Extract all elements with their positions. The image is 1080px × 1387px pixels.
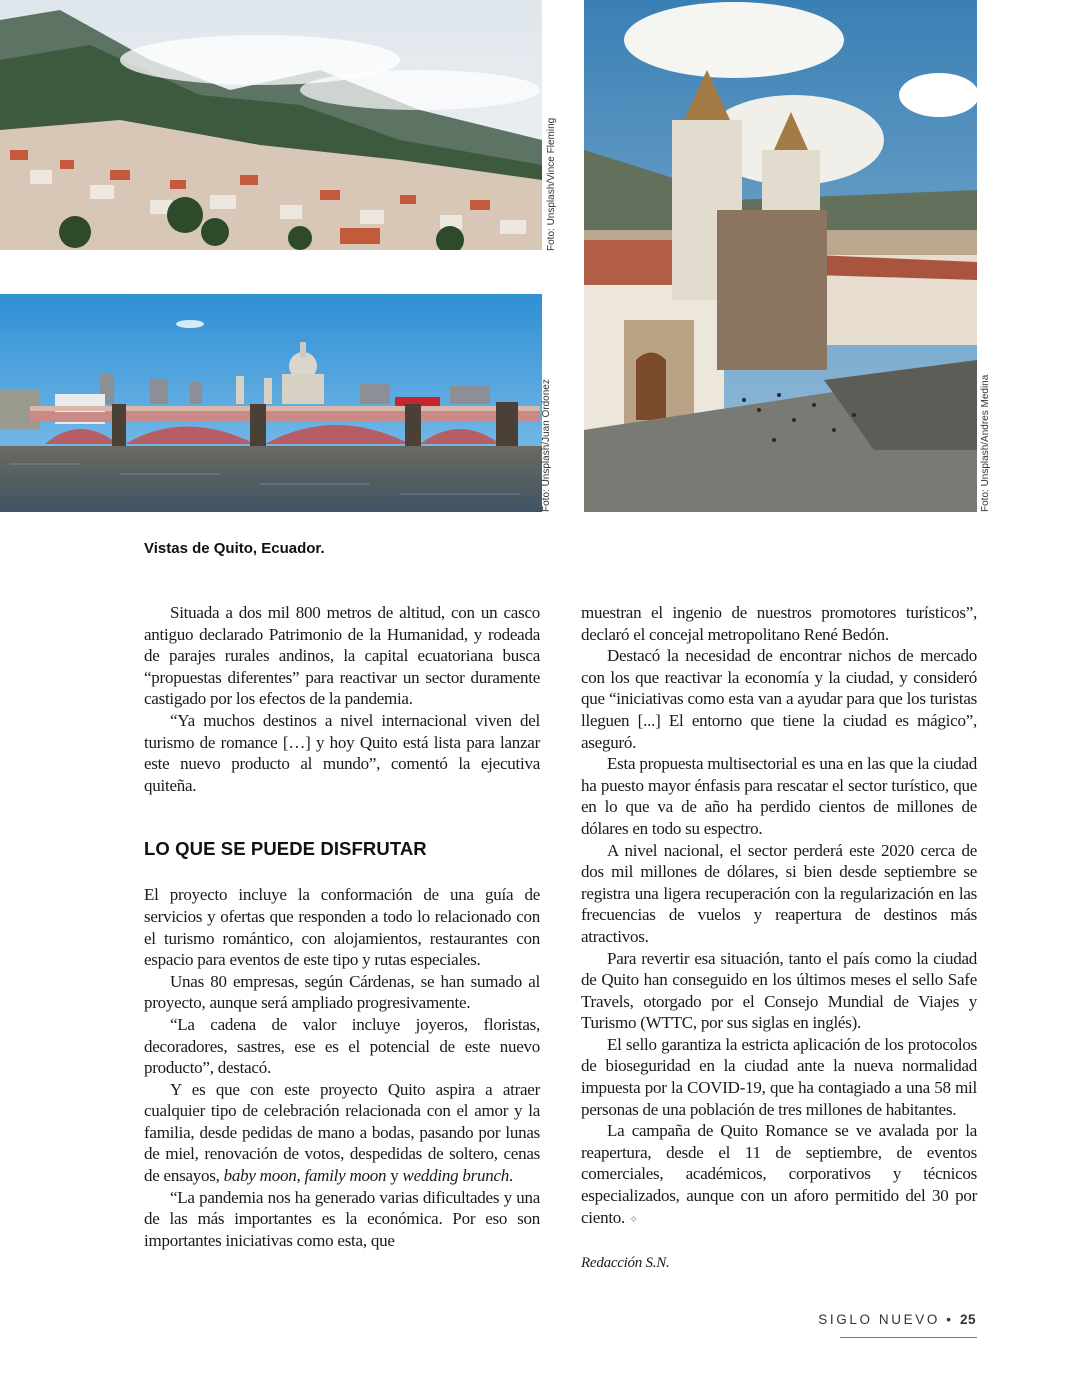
separator: y [386, 1166, 403, 1186]
photo-credit-vince-fleming: Foto: Unsplash/Vince Fleming [546, 117, 557, 251]
paragraph-text: Y es que con este proyecto Quito aspira a atraer cualquier tipo de celebración relacionada con el amor y la familia, desde pedidas de mano a bodas, pasando por lunas de miel, renovación de votos, despedidas de soltero, cenas de ensayos, [144, 1079, 540, 1186]
photo-quito-hillside [0, 0, 542, 250]
photo-church-plaza [584, 0, 977, 512]
paragraph: “Ya muchos destinos a nivel internacional viven del turismo de romance […] y hoy Quito está lista para lanzar este nuevo producto al mundo”, comentó la ejecutiva quiteña. [144, 710, 540, 795]
photo-bridge-river [0, 294, 542, 512]
paragraph: Esta propuesta multisectorial es una en las que la ciudad ha puesto mayor énfasis para rescatar el sector turístico, que en lo que va de año ha perdido cientos de millones de dólares en todo su espectro. [581, 754, 977, 838]
page-number: 25 [959, 1312, 976, 1327]
end-mark-icon: ✧ [629, 1213, 639, 1226]
photo-church-plaza-illustration [584, 0, 977, 512]
emphasis-family-moon: family moon [304, 1166, 387, 1186]
photo-quito-hillside-illustration [0, 0, 542, 250]
paragraph: Destacó la necesidad de encontrar nichos de mercado con los que reactivar la economía y la ciudad, y consideró que “iniciativas como esta van a ayudar para que los turistas lleguen [...] El entorno que tiene la ciudad es mágico”, aseguró. [581, 646, 977, 752]
paragraph: El proyecto incluye la conformación de una guía de servicios y ofertas que responden a todo lo relacionado con el turismo romántico, con alojamientos, restaurantes con espacio para eventos de este tipo y rutas especiales. [144, 885, 540, 970]
photo-credit-juan-ordonez: Foto: Unsplash/Juan Ordonez [541, 379, 552, 512]
footer-separator: • [946, 1312, 954, 1327]
photo-caption: Vistas de Quito, Ecuador. [144, 540, 325, 557]
paragraph: “La cadena de valor incluye joyeros, floristas, decoradores, sastres, ese es el potencial de este nuevo producto”, destacó. [144, 1014, 540, 1078]
paragraph: muestran el ingenio de nuestros promotores turísticos”, declaró el concejal metropolitano René Bedón. [581, 603, 977, 644]
page-footer [818, 1312, 976, 1327]
separator: , [296, 1166, 305, 1186]
paragraph [581, 1120, 977, 1231]
photo-credit-andres-medina: Foto: Unsplash/Andres Medina [980, 374, 991, 512]
paragraph: Unas 80 empresas, según Cárdenas, se han sumado al proyecto, aunque será ampliado progresivamente. [144, 971, 540, 1013]
section-heading: LO QUE SE PUEDE DISFRUTAR [144, 838, 427, 860]
byline: Redacción S.N. [581, 1255, 670, 1272]
paragraph: Situada a dos mil 800 metros de altitud, con un casco antiguo declarado Patrimonio de la Humanidad, y rodeada de parajes rurales andinos, la capital ecuatoriana busca “propuestas diferentes” para reactivar un sector duramente castigado por los efectos de la pandemia. [144, 603, 540, 709]
paragraph-text: La campaña de Quito Romance se ve avalada por la reapertura, desde el 11 de septiembre, de eventos comerciales, académicos, corporativos y técnicos especializados, aunque con un aforo permitido del 30 por ciento. [581, 1121, 977, 1227]
emphasis-baby-moon: baby moon [223, 1166, 297, 1186]
paragraph: El sello garantiza la estricta aplicación de los protocolos de bioseguridad en la ciudad ante la nueva normalidad impuesta por la COVID-19, que ha contagiado a una 58 mil personas de una población de tres millones de habitantes. [581, 1034, 977, 1119]
footer-rule [840, 1337, 977, 1338]
paragraph-end: . [509, 1166, 514, 1186]
photo-bridge-river-illustration [0, 294, 542, 512]
paragraph: Para revertir esa situación, tanto el país como la ciudad de Quito han conseguido en los últimos meses el sello Safe Travels, otorgado por el Consejo Mundial de Viajes y Turismo (WTTC, por sus siglas en inglés). [581, 948, 977, 1033]
article-left-column [144, 602, 540, 1251]
paragraph: A nivel nacional, el sector perderá este 2020 cerca de dos mil millones de dólares, si bien desde septiembre se registra una ligera recuperación con la regularización en las frecuencias de vuelos y reapertura de destinos más atractivos. [581, 840, 977, 946]
paragraph: “La pandemia nos ha generado varias dificultades y una de las más importantes es la económica. Por eso son importantes iniciativas como esta, que [144, 1187, 540, 1250]
emphasis-wedding-brunch: wedding brunch [402, 1166, 510, 1186]
paragraph [144, 1079, 540, 1187]
article-right-column [581, 602, 977, 1275]
magazine-name: SIGLO NUEVO [818, 1312, 940, 1327]
